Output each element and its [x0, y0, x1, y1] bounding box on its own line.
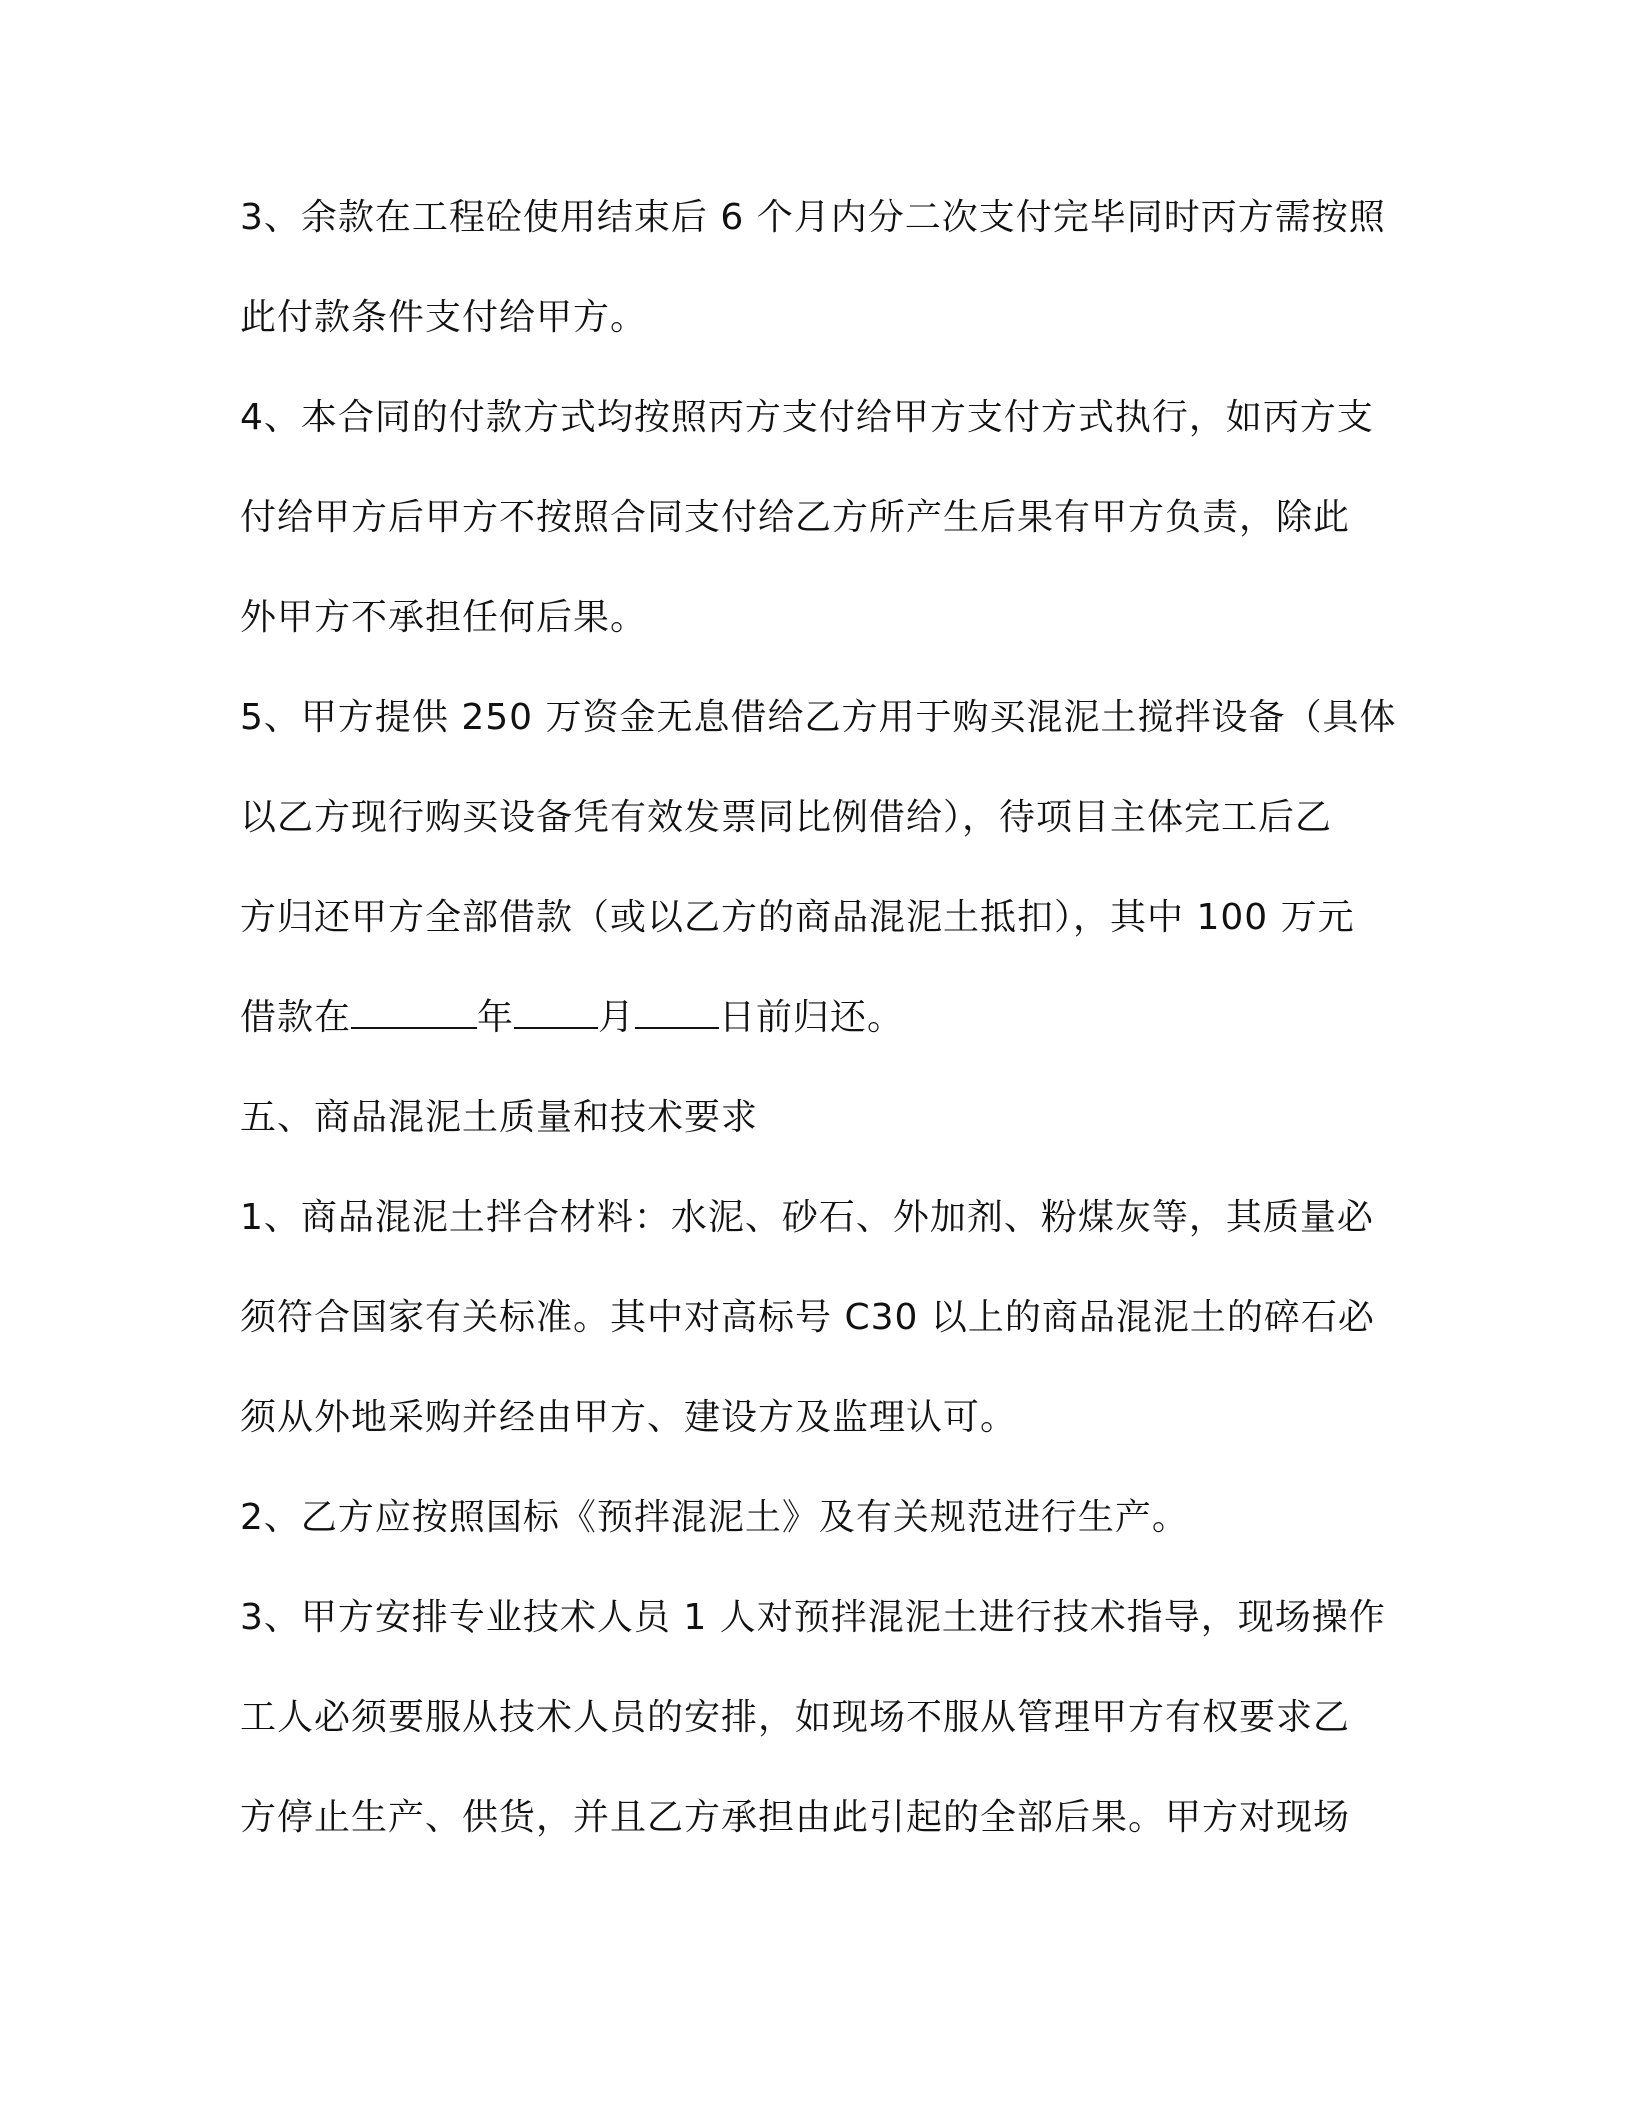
text-line: 方归还甲方全部借款（或以乙方的商品混泥土抵扣），其中 100 万元	[240, 897, 1355, 938]
text-line: 外甲方不承担任何后果。	[240, 597, 648, 638]
section-heading: 五、商品混泥土质量和技术要求	[240, 1097, 759, 1138]
date-line-prefix: 借款在	[240, 997, 352, 1038]
text-line: 方停止生产、供货，并且乙方承担由此引起的全部后果。甲方对现场	[240, 1797, 1351, 1838]
text-line: 1、商品混泥土拌合材料：水泥、砂石、外加剂、粉煤灰等，其质量必	[240, 1197, 1374, 1238]
day-blank	[635, 997, 719, 1029]
text-line: 此付款条件支付给甲方。	[240, 297, 648, 338]
month-blank	[514, 997, 598, 1029]
repayment-date-line	[240, 996, 1410, 1040]
text-line: 须符合国家有关标准。其中对高标号 C30 以上的商品混泥土的碎石必	[240, 1297, 1375, 1338]
text-line: 付给甲方后甲方不按照合同支付给乙方所产生后果有甲方负责，除此	[240, 497, 1351, 538]
date-line-suffix: 日前归还。	[719, 997, 905, 1038]
date-line-month: 月	[598, 997, 636, 1038]
text-line: 2、乙方应按照国标《预拌混泥土》及有关规范进行生产。	[240, 1497, 1189, 1538]
text-line: 以乙方现行购买设备凭有效发票同比例借给），待项目主体完工后乙	[240, 797, 1333, 838]
text-line: 4、本合同的付款方式均按照丙方支付给甲方支付方式执行，如丙方支	[240, 397, 1374, 438]
text-line: 3、余款在工程砼使用结束后 6 个月内分二次支付完毕同时丙方需按照	[240, 197, 1386, 238]
year-blank	[351, 997, 477, 1029]
text-line: 3、甲方安排专业技术人员 1 人对预拌混泥土进行技术指导，现场操作	[240, 1597, 1386, 1638]
text-line: 工人必须要服从技术人员的安排，如现场不服从管理甲方有权要求乙	[240, 1697, 1351, 1738]
text-line: 须从外地采购并经由甲方、建设方及监理认可。	[240, 1397, 1018, 1438]
text-line: 5、甲方提供 250 万资金无息借给乙方用于购买混泥土搅拌设备（具体	[240, 697, 1397, 738]
date-line-year: 年	[477, 997, 515, 1038]
